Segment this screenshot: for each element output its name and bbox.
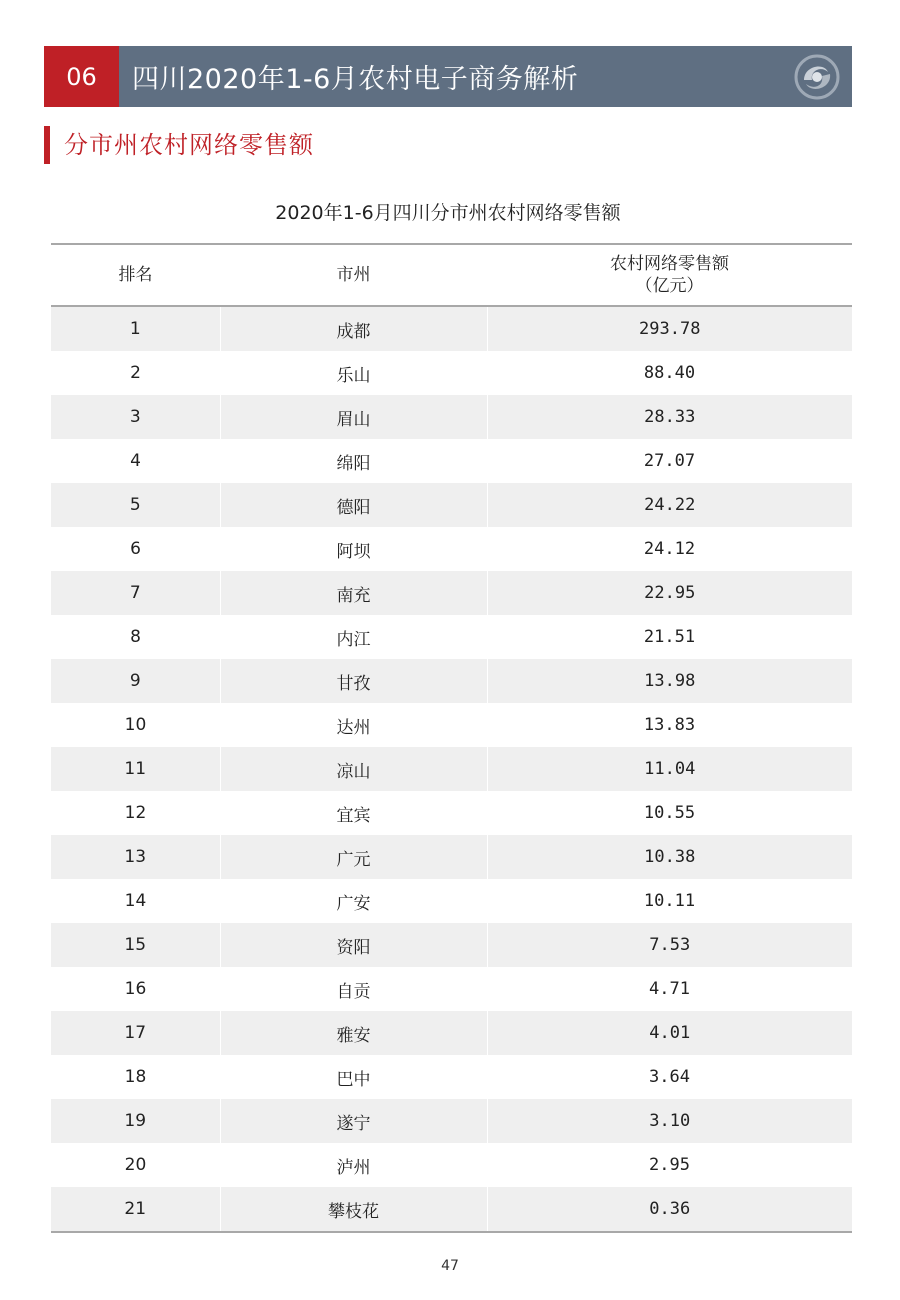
city-cell: 达州 — [336, 717, 371, 738]
table-body — [51, 306, 852, 1232]
rank-cell: 18 — [124, 1067, 147, 1087]
city-cell: 遂宁 — [220, 1099, 487, 1143]
city-cell: 广元 — [220, 835, 487, 879]
rank-cell: 3 — [51, 395, 220, 439]
header-value-line1: 农村网络零售额 — [610, 254, 729, 274]
city-cell: 甘孜 — [220, 659, 487, 703]
value-cell: 7.53 — [487, 923, 852, 967]
table-row — [51, 1187, 852, 1232]
table-row — [51, 703, 852, 747]
value-cell: 3.10 — [487, 1099, 852, 1143]
table-row — [51, 923, 852, 967]
value-cell: 28.33 — [487, 395, 852, 439]
value-cell: 4.71 — [649, 979, 690, 999]
value-cell: 24.22 — [487, 483, 852, 527]
table-header-row — [51, 244, 852, 306]
swirl-logo-icon — [794, 54, 840, 100]
header-rank: 排名 — [51, 244, 220, 306]
table-row — [51, 1055, 852, 1099]
city-cell: 阿坝 — [336, 541, 371, 562]
value-cell: 10.38 — [487, 835, 852, 879]
page-number: 47 — [441, 1258, 459, 1274]
rank-cell: 16 — [124, 979, 147, 999]
value-cell: 3.64 — [649, 1067, 690, 1087]
table-row — [51, 967, 852, 1011]
rank-cell: 21 — [51, 1187, 220, 1232]
header-city: 市州 — [220, 244, 487, 306]
table-row — [51, 439, 852, 483]
value-cell: 88.40 — [643, 363, 696, 383]
value-cell: 13.83 — [643, 715, 696, 735]
rank-cell: 14 — [124, 891, 147, 911]
city-cell: 德阳 — [220, 483, 487, 527]
city-cell: 内江 — [336, 629, 371, 650]
rank-cell: 4 — [130, 451, 141, 471]
city-cell: 宜宾 — [336, 805, 371, 826]
value-cell: 10.55 — [643, 803, 696, 823]
rank-cell: 15 — [51, 923, 220, 967]
value-cell: 21.51 — [643, 627, 696, 647]
city-cell: 广安 — [336, 893, 371, 914]
table-row — [51, 835, 852, 879]
chapter-number: 06 — [44, 46, 119, 107]
rank-cell: 20 — [124, 1155, 147, 1175]
value-cell: 0.36 — [487, 1187, 852, 1232]
city-cell: 乐山 — [336, 365, 371, 386]
rank-cell: 17 — [51, 1011, 220, 1055]
retail-sales-table — [51, 243, 852, 1233]
rank-cell: 13 — [51, 835, 220, 879]
rank-cell: 9 — [51, 659, 220, 703]
value-cell: 27.07 — [643, 451, 696, 471]
header-value — [487, 244, 852, 306]
value-cell: 293.78 — [487, 306, 852, 351]
city-cell: 成都 — [220, 306, 487, 351]
table-row — [51, 615, 852, 659]
city-cell: 巴中 — [336, 1069, 371, 1090]
city-cell: 攀枝花 — [220, 1187, 487, 1232]
city-cell: 眉山 — [220, 395, 487, 439]
table-row — [51, 747, 852, 791]
section-title: 分市州农村网络零售额 — [44, 126, 314, 164]
table-row — [51, 483, 852, 527]
table-row — [51, 571, 852, 615]
table-row — [51, 351, 852, 395]
value-cell: 2.95 — [649, 1155, 690, 1175]
chapter-header-bar — [44, 46, 852, 107]
rank-cell: 8 — [130, 627, 141, 647]
table-row — [51, 879, 852, 923]
chapter-title: 四川2020年1-6月农村电子商务解析 — [132, 64, 579, 95]
rank-cell: 1 — [51, 306, 220, 351]
table-row — [51, 1143, 852, 1187]
rank-cell: 6 — [130, 539, 141, 559]
value-cell: 10.11 — [643, 891, 696, 911]
table-row — [51, 306, 852, 351]
table-row — [51, 527, 852, 571]
value-cell: 11.04 — [487, 747, 852, 791]
table-caption: 2020年1-6月四川分市州农村网络零售额 — [275, 202, 621, 224]
table-row — [51, 791, 852, 835]
header-value-line2: （亿元） — [635, 276, 704, 296]
value-cell: 4.01 — [487, 1011, 852, 1055]
value-cell: 13.98 — [487, 659, 852, 703]
rank-cell: 5 — [51, 483, 220, 527]
table-row — [51, 1011, 852, 1055]
city-cell: 凉山 — [220, 747, 487, 791]
rank-cell: 7 — [51, 571, 220, 615]
city-cell: 南充 — [220, 571, 487, 615]
value-cell: 22.95 — [487, 571, 852, 615]
rank-cell: 10 — [124, 715, 147, 735]
table-row — [51, 659, 852, 703]
city-cell: 资阳 — [220, 923, 487, 967]
city-cell: 雅安 — [220, 1011, 487, 1055]
rank-cell: 12 — [124, 803, 147, 823]
table-row — [51, 395, 852, 439]
rank-cell: 19 — [51, 1099, 220, 1143]
rank-cell: 2 — [130, 363, 141, 383]
city-cell: 泸州 — [336, 1157, 371, 1178]
city-cell: 绵阳 — [336, 453, 371, 474]
rank-cell: 11 — [51, 747, 220, 791]
city-cell: 自贡 — [336, 981, 371, 1002]
table-row — [51, 1099, 852, 1143]
value-cell: 24.12 — [643, 539, 696, 559]
